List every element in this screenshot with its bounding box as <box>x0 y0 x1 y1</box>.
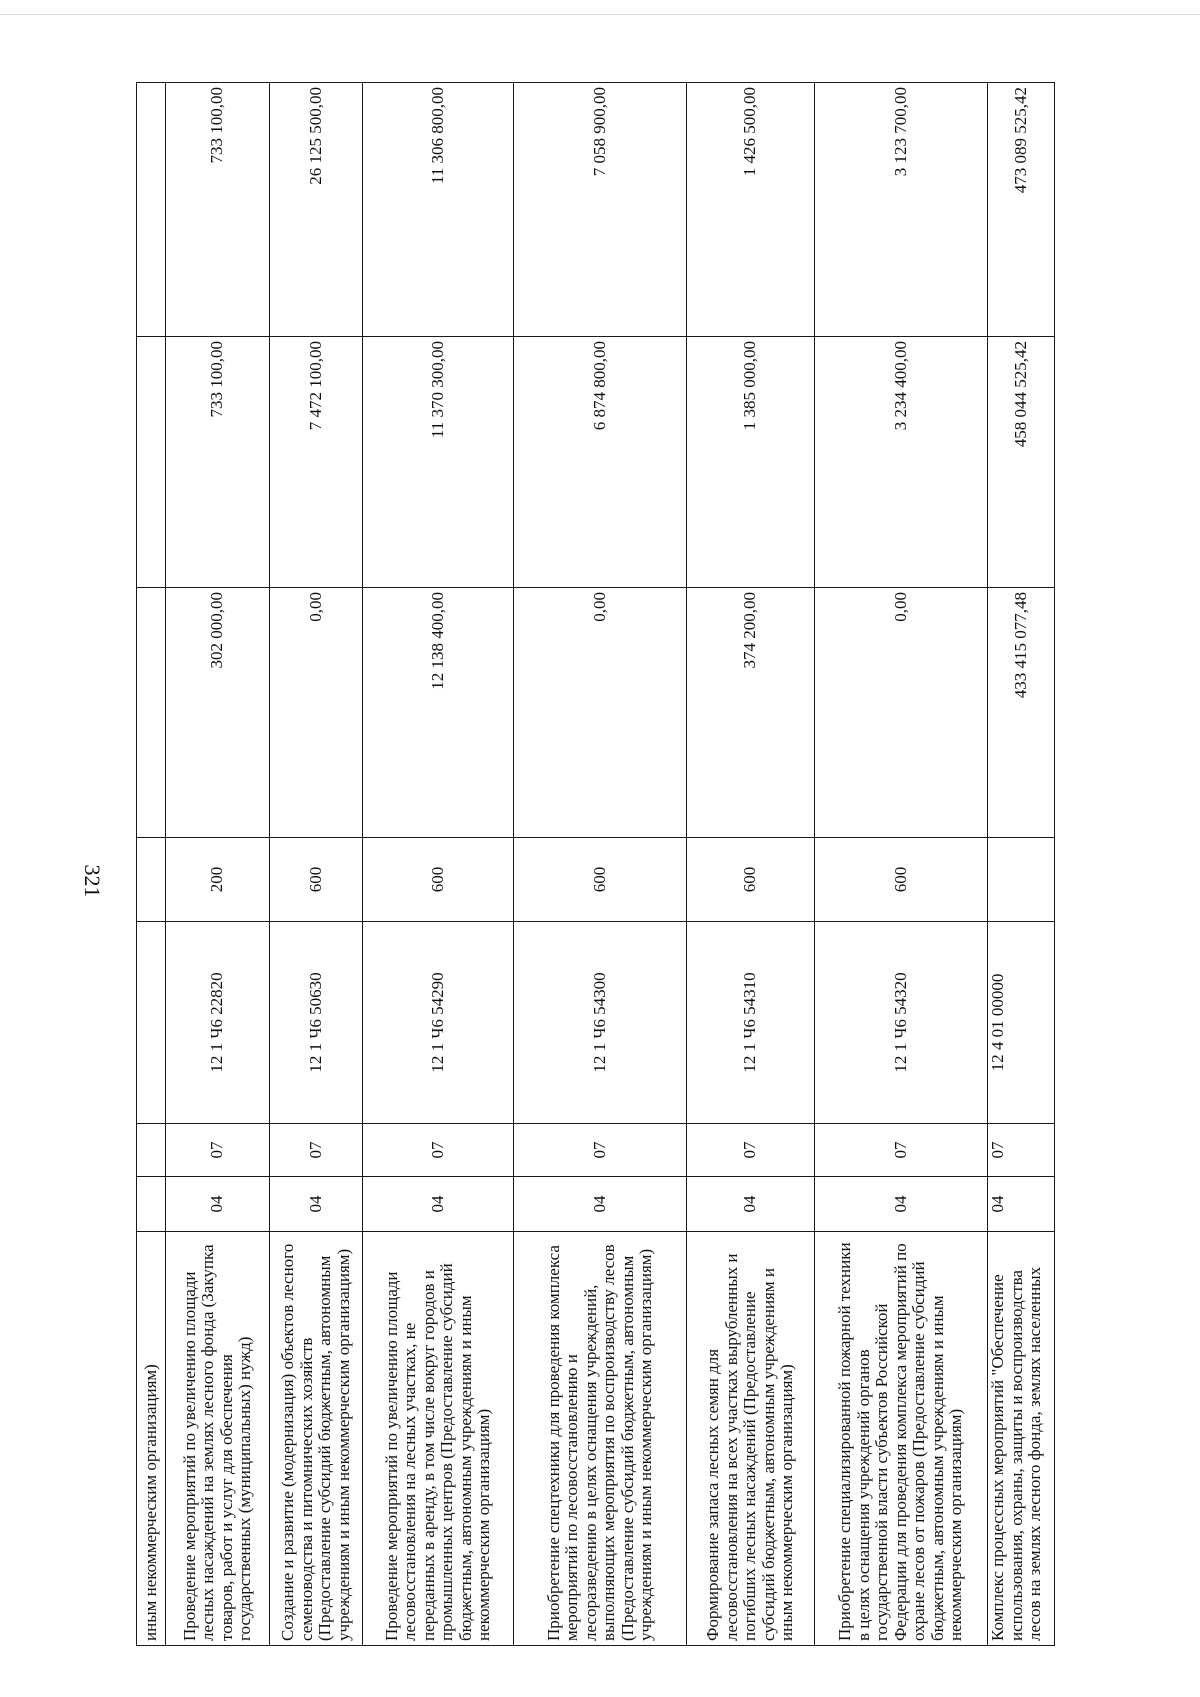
amount-3-cell: 473 089 525,42 <box>988 83 1055 337</box>
amount-1-cell: 0,00 <box>514 588 687 838</box>
amount-1-cell: 433 415 077,48 <box>988 588 1055 838</box>
amount-2-cell: 11 370 300,00 <box>363 337 514 588</box>
expense-name-cell: Проведение мероприятий по увеличению площади лесовосстановления на лесных участках, не переданных в аренду, в том числе вокруг городов и промышленных центров (Предоставление субсидий бюджетным, автономным учреждениям и иным некоммерческим организациям) <box>363 1232 514 1646</box>
budget-table <box>136 82 1055 1646</box>
table-row <box>514 83 687 1646</box>
page-number: 321 <box>80 864 105 898</box>
target-article-cell: 12 1 Ч6 22820 <box>166 922 270 1124</box>
target-article-cell: 12 1 Ч6 54300 <box>514 922 687 1124</box>
expense-type-cell: 600 <box>514 838 687 922</box>
scan-edge-line <box>0 14 1200 15</box>
amount-2-cell: 7 472 100,00 <box>270 337 363 588</box>
section-code-cell: 04 <box>166 1177 270 1232</box>
expense-type-cell: 600 <box>687 838 815 922</box>
amount-3-cell: 733 100,00 <box>166 83 270 337</box>
empty-cell <box>137 83 166 337</box>
expense-name-cell: Формирование запаса лесных семян для лесовосстановления на всех участках вырубленных и погибших лесных насаждений (Предоставление субсидий бюджетным, автономным учреждениям и иным некоммерческим организациям) <box>687 1232 815 1646</box>
table-row <box>166 83 270 1646</box>
empty-cell <box>137 337 166 588</box>
section-code-cell: 04 <box>363 1177 514 1232</box>
amount-1-cell: 0,00 <box>270 588 363 838</box>
expense-type-cell: 600 <box>270 838 363 922</box>
section-code-cell: 04 <box>514 1177 687 1232</box>
section-code-cell: 04 <box>687 1177 815 1232</box>
subsection-code-cell: 07 <box>363 1124 514 1177</box>
empty-cell <box>137 588 166 838</box>
amount-2-cell: 733 100,00 <box>166 337 270 588</box>
continuation-name-cell: иным некоммерческим организациям) <box>137 1232 166 1646</box>
expense-name-cell: Приобретение специализированной пожарной техники в целях оснащения учреждений органов государственной власти субъектов Российской Федерации для проведения комплекса мероприятий по охране лесов от пожаров (Предоставление субсидий бюджетным, автономным учреждениям и иным некоммерческим организациям) <box>815 1232 988 1646</box>
amount-3-cell: 1 426 500,00 <box>687 83 815 337</box>
subsection-code-cell: 07 <box>166 1124 270 1177</box>
amount-2-cell: 1 385 000,00 <box>687 337 815 588</box>
empty-cell <box>137 1177 166 1232</box>
target-article-cell: 12 4 01 00000 <box>988 922 1055 1124</box>
table-row <box>270 83 363 1646</box>
empty-cell <box>137 922 166 1124</box>
section-code-cell: 04 <box>270 1177 363 1232</box>
amount-1-cell: 374 200,00 <box>687 588 815 838</box>
target-article-cell: 12 1 Ч6 50630 <box>270 922 363 1124</box>
target-article-cell: 12 1 Ч6 54290 <box>363 922 514 1124</box>
target-article-cell: 12 1 Ч6 54320 <box>815 922 988 1124</box>
amount-3-cell: 7 058 900,00 <box>514 83 687 337</box>
target-article-cell: 12 1 Ч6 54310 <box>687 922 815 1124</box>
subsection-code-cell: 07 <box>514 1124 687 1177</box>
section-code-cell: 04 <box>815 1177 988 1232</box>
expense-name-cell: Приобретение спецтехники для проведения комплекса мероприятий по лесовосстановлению и лесоразведению в целях оснащения учреждений, выполняющих мероприятия по воспроизводству лесов (Предоставление субсидий бюджетным, автономным учреждениям и иным некоммерческим организациям) <box>514 1232 687 1646</box>
subsection-code-cell: 07 <box>988 1124 1055 1177</box>
table-row <box>988 83 1055 1646</box>
expense-type-cell: 200 <box>166 838 270 922</box>
table-row-continuation <box>137 83 166 1646</box>
expense-type-cell: 600 <box>815 838 988 922</box>
table-row <box>363 83 514 1646</box>
amount-2-cell: 6 874 800,00 <box>514 337 687 588</box>
table-row <box>687 83 815 1646</box>
expense-type-cell: 600 <box>363 838 514 922</box>
amount-2-cell: 458 044 525,42 <box>988 337 1055 588</box>
subsection-code-cell: 07 <box>687 1124 815 1177</box>
subsection-code-cell: 07 <box>270 1124 363 1177</box>
empty-cell <box>137 1124 166 1177</box>
amount-2-cell: 3 234 400,00 <box>815 337 988 588</box>
rotated-table-wrapper <box>136 83 1044 1646</box>
subsection-code-cell: 07 <box>815 1124 988 1177</box>
expense-type-cell <box>988 838 1055 922</box>
amount-1-cell: 0,00 <box>815 588 988 838</box>
table-row <box>815 83 988 1646</box>
amount-1-cell: 302 000,00 <box>166 588 270 838</box>
expense-name-cell: Комплекс процессных мероприятий "Обеспечение использования, охраны, защиты и воспроизводства лесов на землях лесного фонда, землях населенных <box>988 1232 1055 1646</box>
empty-cell <box>137 838 166 922</box>
amount-3-cell: 11 306 800,00 <box>363 83 514 337</box>
amount-3-cell: 3 123 700,00 <box>815 83 988 337</box>
expense-name-cell: Создание и развитие (модернизация) объектов лесного семеноводства и питомнических хозяйств (Предоставление субсидий бюджетным, автономным учреждениям и иным некоммерческим организациям) <box>270 1232 363 1646</box>
expense-name-cell: Проведение мероприятий по увеличению площади лесных насаждений на землях лесного фонда (Закупка товаров, работ и услуг для обеспечения государственных (муниципальных) нужд) <box>166 1232 270 1646</box>
section-code-cell: 04 <box>988 1177 1055 1232</box>
amount-1-cell: 12 138 400,00 <box>363 588 514 838</box>
amount-3-cell: 26 125 500,00 <box>270 83 363 337</box>
